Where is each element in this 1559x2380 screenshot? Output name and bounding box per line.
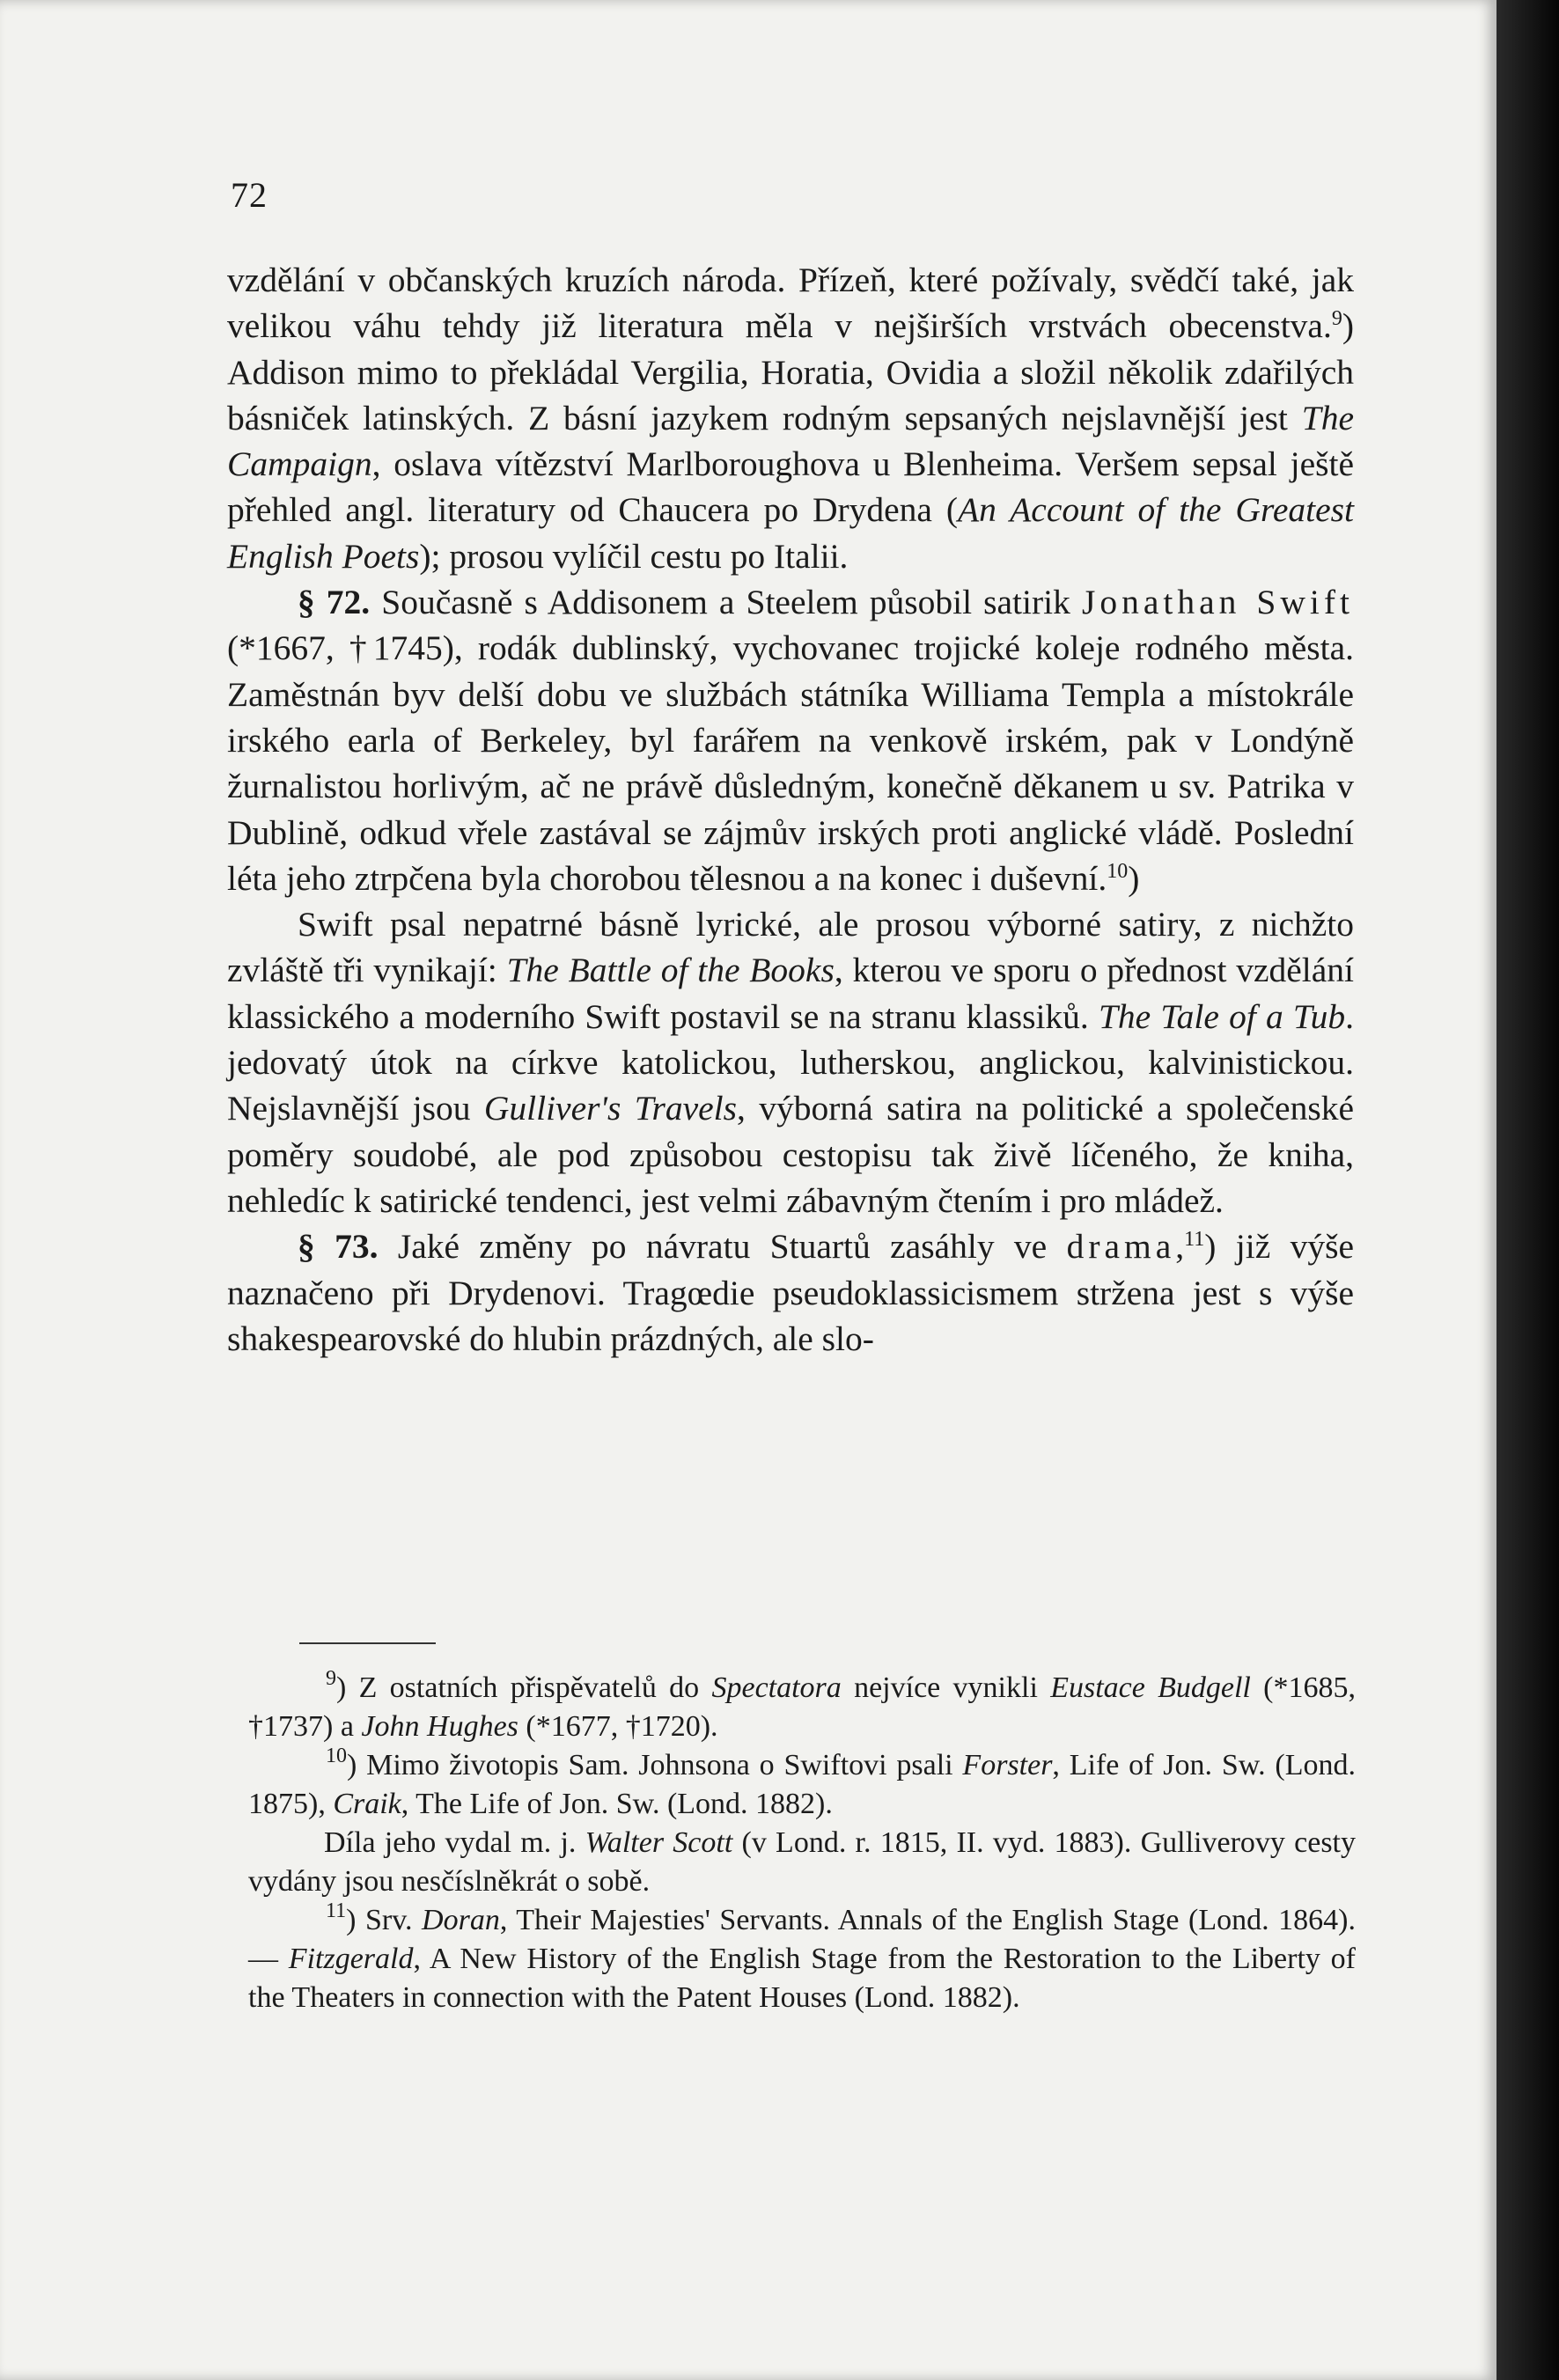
footnote-ref-11[interactable]: 11 — [1184, 1228, 1205, 1252]
footnote-10-continued: Díla jeho vydal m. j. Walter Scott (v Lond. r. 1815, II. vyd. 1883). Gulliverovy cesty vydány jsou nesčíslněkrát o sobě. — [248, 1826, 1356, 1898]
word-drama: drama — [1066, 1227, 1176, 1267]
footnote-ref-9[interactable]: 9 — [1331, 307, 1342, 331]
title-gullivers-travels: Gulliver's Travels — [483, 1089, 738, 1128]
title-the-campaign: The Campaign — [227, 398, 1354, 484]
footnote-11: $^{11}$) Srv. Doran, Their Majesties' Servants. Annals of the English Stage (Lond. 1864). — Fitzgerald, A New History of the English Stage from the Restoration to the Liberty of the Theaters in connection with the Patent Houses (Lond. 1882). — [248, 1899, 1356, 2014]
paragraph-section-72: § 72. Současně s Addisonem a Steelem působil satirik Jonathan Swift (*1667, †1745), rodák dublinský, vychovanec trojické koleje rodného města. Zaměstnán byv delší dobu ve službách státníka Williama Templa a místokrále irského earla of Berkeley, byl farářem na venkově irském, pak v Londýně žurnalistou horlivým, ač ne právě důsledným, konečně děkanem u sv. Patrika v Dublině, odkud vřele zastával se zájmův irských proti anglické vládě. Poslední léta jeho ztrpčena byla chorobou tělesnou a na konec i duševní.$^{10}$) — [227, 583, 1355, 898]
page-number: 72 — [231, 175, 268, 215]
scan-edge — [1496, 0, 1559, 2380]
name-jonathan-swift: Jonathan Swift — [1081, 583, 1355, 622]
footnotes — [248, 1669, 1356, 2017]
title-an-account: An Account of the Greatest English Poets — [227, 490, 1354, 576]
paragraph-swift-satires: Swift psal nepatrné básně lyrické, ale prosou výborné satiry, z nichžto zvláště tři vynikají: The Battle of the Books, kterou ve sporu o přednost vzdělání klassického a moderního Swift postavil se na stranu klassiků. The Tale of a Tub. jedovatý útok na církve katolickou, lutherskou, anglickou, kalvinistickou. Nejslavnější jsou Gulliver's Travels, výborná satira na politické a společenské poměry soudobé, ale pod způsobou cestopisu tak živě líčeného, že kniha, nehledíc k satirické tendenci, jest velmi zábavným čtením i pro mládež. — [227, 905, 1355, 1220]
paragraph-addison: vzdělání v občanských kruzích národa. Přízeň, které požívaly, svědčí také, jak velikou váhu tehdy již literatura měla v nejširších vrstvách obecenstva.$^9$) Addison mimo to překládal Vergilia, Horatia, Ovidia a složil několik zdařilých básniček latinských. Z básní jazykem rodným sepsaných nejslavnější jest The Campaign, oslava vítězství Marlboroughova u Blenheima. Veršem sepsal ještě přehled angl. literatury od Chaucera po Drydena (An Account of the Greatest English Poets); prosou vylíčil cestu po Italii. — [227, 261, 1354, 576]
footnote-9: $^9$) Z ostatních přispěvatelů do Spectatora nejvíce vynikli Eustace Budgell (*1685, †1737) a John Hughes (*1677, †1720). — [248, 1667, 1356, 1743]
title-tale-of-a-tub: The Tale of a Tub — [1098, 996, 1346, 1036]
main-text — [227, 257, 1354, 1362]
footnote-ref-10[interactable]: 10 — [1107, 859, 1129, 883]
footnote-divider — [299, 1642, 436, 1644]
paragraph-section-73: § 73. Jaké změny po návratu Stuartů zasáhly ve drama,$^{11}$) již výše naznačeno při Drydenovi. Tragœdie pseudoklassicismem stržena jest s výše shakespearovské do hlubin prázdných, ale slo- — [227, 1227, 1354, 1358]
title-battle-of-the-books: The Battle of the Books — [506, 951, 835, 990]
section-73-heading: § 73. — [298, 1227, 379, 1267]
section-72-heading: § 72. — [298, 583, 371, 622]
footnote-10: $^{10}$) Mimo životopis Sam. Johnsona o Swiftovi psali Forster, Life of Jon. Sw. (Lond. 1875), Craik, The Life of Jon. Sw. (Lond. 1882). — [248, 1745, 1356, 1820]
